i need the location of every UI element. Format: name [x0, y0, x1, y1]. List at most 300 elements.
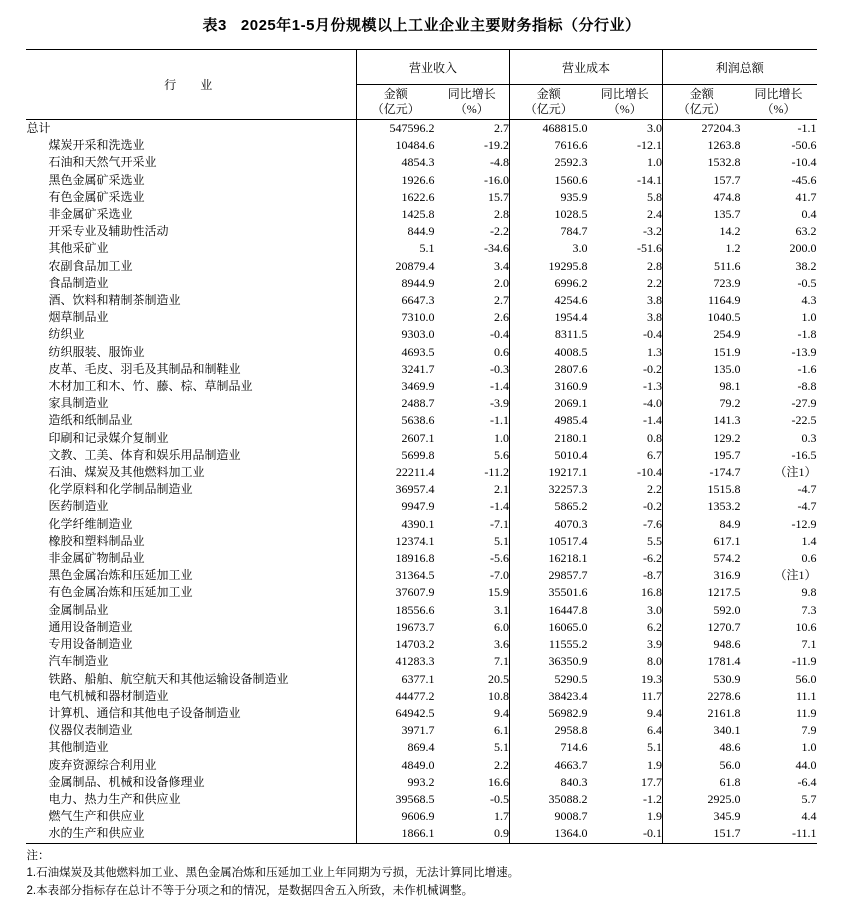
table-row: [26, 653, 816, 670]
row-cost-amount: 784.7: [560, 224, 588, 239]
row-cost-amount: 5010.4: [554, 447, 588, 462]
table-row: [26, 189, 816, 206]
row-cost-growth: 6.4: [587, 722, 662, 739]
row-cost-growth: 9.4: [587, 705, 662, 722]
row-cost-amount: 935.9: [560, 189, 588, 204]
note-line-2: 2.本表部分指标存在总计不等于分项之和的情况，是数据四舍五入所致，未作机械调整。: [26, 885, 474, 898]
row-cost-growth: 1.9: [587, 757, 662, 774]
subheader-amount-line1: 金额: [383, 87, 408, 101]
row-cost-amount: 2180.1: [554, 430, 588, 445]
row-profit-growth: -1.6: [797, 361, 817, 376]
row-cost-growth: 5.8: [587, 189, 662, 206]
row-cost-growth: -12.1: [587, 137, 662, 154]
row-revenue-growth: 16.6: [434, 774, 509, 791]
row-profit-growth: -1.1: [797, 121, 817, 135]
row-cost-growth: -8.7: [587, 567, 662, 584]
row-industry-name: 农副食品加工业: [48, 258, 133, 273]
row-cost-amount: 4254.6: [554, 293, 588, 308]
row-cost-amount: 4008.5: [554, 344, 588, 359]
row-profit-growth: -13.9: [791, 344, 817, 359]
row-industry-name: 废弃资源综合利用业: [48, 757, 157, 772]
row-profit-amount: 135.7: [713, 207, 741, 222]
row-industry-name: 有色金属矿采选业: [48, 189, 145, 204]
row-industry-name: 造纸和纸制品业: [48, 413, 133, 428]
row-revenue-amount: 20879.4: [356, 258, 434, 275]
row-cost-amount: 468815.0: [542, 121, 588, 135]
column-header-profit-growth: [741, 85, 817, 120]
subheader-amount-line1: 金额: [536, 87, 561, 101]
row-profit-growth: 0.6: [801, 551, 817, 566]
row-revenue-growth: 7.1: [434, 653, 509, 670]
row-profit-amount: 574.2: [713, 551, 741, 566]
column-header-cost-amount: [509, 85, 587, 120]
row-cost-growth: 1.3: [587, 344, 662, 361]
row-profit-amount: 1.2: [725, 241, 741, 256]
table-row: [26, 602, 816, 619]
table-row: [26, 481, 816, 498]
row-profit-amount: 2161.8: [707, 705, 741, 720]
row-revenue-amount: 5.1: [356, 240, 434, 257]
row-profit-amount: 1781.4: [707, 654, 741, 669]
row-revenue-amount: 44477.2: [356, 688, 434, 705]
subheader-amount-line2: （亿元）: [524, 102, 573, 116]
row-cost-amount: 29857.7: [548, 568, 588, 583]
row-revenue-amount: 39568.5: [356, 791, 434, 808]
table-row: [26, 739, 816, 756]
row-profit-growth: -10.4: [791, 155, 817, 170]
column-header-industry: 行 业: [26, 50, 356, 120]
row-industry-name: 纺织业: [48, 327, 85, 342]
row-industry-name: 酒、饮料和精制茶制造业: [48, 293, 181, 308]
row-industry-name: 专用设备制造业: [48, 637, 133, 652]
column-group-profit: 利润总额: [663, 50, 817, 85]
row-cost-amount: 56982.9: [548, 705, 588, 720]
row-cost-amount: 36350.9: [548, 654, 588, 669]
row-cost-amount: 8311.5: [554, 327, 588, 342]
row-cost-growth: 6.2: [587, 619, 662, 636]
row-profit-amount: 2278.6: [707, 688, 741, 703]
row-profit-amount: 1353.2: [707, 499, 741, 514]
table-row: [26, 533, 816, 550]
table-row: [26, 636, 816, 653]
table-row: [26, 447, 816, 464]
row-profit-amount: 316.9: [713, 568, 741, 583]
row-profit-growth: 200.0: [789, 241, 817, 256]
table-number: 表3: [202, 17, 227, 34]
row-revenue-growth: -4.8: [434, 154, 509, 171]
row-profit-amount: 151.7: [663, 825, 741, 843]
column-header-profit-amount: [663, 85, 741, 120]
column-group-revenue: 营业收入: [356, 50, 509, 85]
row-revenue-growth: 3.4: [434, 258, 509, 275]
row-cost-growth: 8.0: [587, 653, 662, 670]
row-profit-amount: 1164.9: [707, 293, 741, 308]
row-revenue-amount: 18556.6: [356, 602, 434, 619]
row-cost-amount: 2807.6: [554, 361, 588, 376]
row-revenue-amount: 10484.6: [356, 137, 434, 154]
row-revenue-amount: 844.9: [356, 223, 434, 240]
row-industry-name: 橡胶和塑料制品业: [48, 533, 145, 548]
row-profit-growth: 63.2: [795, 224, 817, 239]
row-cost-amount: 35088.2: [548, 791, 588, 806]
subheader-amount-line1: 金额: [689, 87, 714, 101]
subheader-growth-line1: 同比增长: [447, 87, 496, 101]
row-revenue-growth: 6.1: [434, 722, 509, 739]
row-cost-growth: -0.2: [587, 498, 662, 515]
row-profit-growth: -4.7: [797, 499, 817, 514]
row-profit-growth: 4.3: [801, 293, 817, 308]
table-row: [26, 550, 816, 567]
table-row: [26, 671, 816, 688]
row-profit-growth: 0.3: [801, 430, 817, 445]
table-row: [26, 120, 816, 138]
table-row: [26, 567, 816, 584]
row-profit-growth: -8.8: [797, 379, 817, 394]
row-profit-growth: 0.4: [801, 207, 817, 222]
table-row: [26, 223, 816, 240]
row-industry-name: 铁路、船舶、航空航天和其他运输设备制造业: [48, 671, 289, 686]
row-cost-amount: 3.0: [572, 241, 588, 256]
row-profit-growth: -1.8: [797, 327, 817, 342]
row-cost-growth: -1.2: [587, 791, 662, 808]
row-cost-amount: 2958.8: [554, 723, 588, 738]
table-row: [26, 722, 816, 739]
row-revenue-growth: 0.9: [434, 825, 509, 843]
row-cost-amount: 5290.5: [554, 671, 588, 686]
row-cost-growth: 2.2: [587, 275, 662, 292]
row-profit-growth: -16.5: [791, 447, 817, 462]
subheader-growth-line2: （%）: [454, 102, 489, 116]
row-revenue-growth: 10.8: [434, 688, 509, 705]
row-profit-amount: 592.0: [713, 602, 741, 617]
table-row: [26, 791, 816, 808]
row-industry-name: 纺织服装、服饰业: [48, 344, 145, 359]
row-cost-amount: 19217.1: [548, 465, 588, 480]
row-cost-growth: -0.1: [587, 825, 662, 843]
table-row: [26, 292, 816, 309]
table-row: [26, 137, 816, 154]
row-cost-growth: 5.5: [587, 533, 662, 550]
row-profit-growth: -4.7: [797, 482, 817, 497]
row-profit-amount: -174.7: [709, 465, 741, 480]
row-industry-name: 非金属矿物制品业: [48, 551, 145, 566]
financial-indicators-table: [26, 49, 816, 844]
row-profit-growth: 7.9: [801, 723, 817, 738]
row-revenue-amount: 41283.3: [356, 653, 434, 670]
table-row: [26, 464, 816, 481]
row-revenue-growth: 0.6: [434, 344, 509, 361]
row-cost-amount: 1560.6: [554, 172, 588, 187]
table-row: [26, 395, 816, 412]
row-profit-amount: 129.2: [713, 430, 741, 445]
row-profit-growth: （注1）: [774, 568, 817, 583]
table-row: [26, 430, 816, 447]
row-industry-name: 煤炭开采和洗选业: [48, 138, 145, 153]
row-cost-amount: 4663.7: [554, 757, 588, 772]
row-profit-amount: 79.2: [719, 396, 741, 411]
page-title: [0, 0, 843, 49]
table-notes: [27, 844, 817, 901]
row-revenue-amount: 869.4: [356, 739, 434, 756]
table-row: [26, 584, 816, 601]
table-row: [26, 326, 816, 343]
table-row: [26, 757, 816, 774]
row-revenue-amount: 4849.0: [356, 757, 434, 774]
row-profit-amount: 723.9: [713, 275, 741, 290]
row-revenue-amount: 993.2: [356, 774, 434, 791]
row-cost-growth: -1.3: [587, 378, 662, 395]
row-revenue-amount: 3469.9: [356, 378, 434, 395]
row-profit-amount: 474.8: [713, 189, 741, 204]
row-cost-amount: 6996.2: [554, 275, 588, 290]
row-revenue-growth: 5.1: [434, 533, 509, 550]
row-revenue-amount: 31364.5: [356, 567, 434, 584]
note-line-1: 1.石油煤炭及其他燃料加工业、黑色金属冶炼和压延加工业上年同期为亏损，无法计算同比增速。: [26, 867, 520, 880]
row-profit-growth: 56.0: [795, 671, 817, 686]
table-row: [26, 275, 816, 292]
row-profit-amount: 1217.5: [707, 585, 741, 600]
row-profit-amount: 1515.8: [707, 482, 741, 497]
row-profit-amount: 27204.3: [701, 121, 741, 135]
row-revenue-growth: 2.7: [434, 120, 509, 138]
row-profit-growth: 1.4: [801, 533, 817, 548]
row-cost-amount: 1364.0: [509, 825, 587, 843]
row-revenue-amount: 7310.0: [356, 309, 434, 326]
row-profit-amount: 48.6: [719, 740, 741, 755]
row-profit-growth: -0.5: [797, 275, 817, 290]
table-row: [26, 344, 816, 361]
row-profit-growth: -6.4: [797, 774, 817, 789]
row-revenue-growth: 2.6: [434, 309, 509, 326]
row-profit-growth: 41.7: [795, 189, 817, 204]
row-cost-amount: 16218.1: [548, 551, 588, 566]
row-revenue-growth: -1.4: [434, 498, 509, 515]
table-row: [26, 808, 816, 825]
row-profit-growth: -12.9: [791, 516, 817, 531]
row-revenue-amount: 64942.5: [356, 705, 434, 722]
row-cost-growth: 1.9: [587, 808, 662, 825]
row-revenue-amount: 1926.6: [356, 172, 434, 189]
row-profit-amount: 84.9: [719, 516, 741, 531]
table-row: [26, 258, 816, 275]
row-profit-amount: 14.2: [719, 224, 741, 239]
column-group-cost: 营业成本: [509, 50, 662, 85]
row-revenue-growth: 2.8: [434, 206, 509, 223]
row-revenue-growth: 1.7: [434, 808, 509, 825]
row-revenue-growth: 9.4: [434, 705, 509, 722]
row-industry-name: 通用设备制造业: [48, 619, 133, 634]
row-profit-amount: 340.1: [713, 723, 741, 738]
column-header-revenue-amount: [356, 85, 434, 120]
row-revenue-amount: 36957.4: [356, 481, 434, 498]
row-revenue-growth: 3.1: [434, 602, 509, 619]
row-profit-growth: -45.6: [791, 172, 817, 187]
table-row: [26, 206, 816, 223]
row-industry-name: 食品制造业: [48, 275, 109, 290]
row-industry-name: 非金属矿采选业: [48, 207, 133, 222]
row-cost-growth: 3.8: [587, 292, 662, 309]
row-cost-amount: 10517.4: [548, 533, 588, 548]
header-group-row: [26, 50, 816, 85]
row-cost-growth: -1.4: [587, 412, 662, 429]
row-revenue-amount: 14703.2: [356, 636, 434, 653]
row-cost-growth: -0.4: [587, 326, 662, 343]
row-cost-amount: 1954.4: [554, 310, 588, 325]
table-row: [26, 378, 816, 395]
row-revenue-growth: -0.5: [434, 791, 509, 808]
subheader-growth-line1: 同比增长: [754, 87, 803, 101]
row-revenue-growth: -1.4: [434, 378, 509, 395]
row-profit-amount: 1263.8: [707, 138, 741, 153]
row-industry-name: 印刷和记录媒介复制业: [48, 430, 169, 445]
row-profit-growth: 1.0: [801, 310, 817, 325]
row-industry-name: 石油、煤炭及其他燃料加工业: [48, 465, 205, 480]
row-profit-growth: 5.7: [801, 791, 817, 806]
row-profit-amount: 56.0: [719, 757, 741, 772]
row-profit-amount: 511.6: [713, 258, 741, 273]
row-cost-growth: -3.2: [587, 223, 662, 240]
row-revenue-growth: -34.6: [434, 240, 509, 257]
row-profit-amount: 61.8: [719, 774, 741, 789]
table-row: [26, 688, 816, 705]
row-cost-amount: 7616.6: [554, 138, 588, 153]
row-industry-name: 汽车制造业: [48, 654, 109, 669]
row-cost-growth: 17.7: [587, 774, 662, 791]
row-revenue-amount: 9606.9: [356, 808, 434, 825]
subheader-amount-line2: （亿元）: [371, 102, 420, 116]
row-profit-growth: 11.9: [795, 705, 817, 720]
row-revenue-amount: 6377.1: [356, 671, 434, 688]
row-cost-growth: -7.6: [587, 516, 662, 533]
row-cost-growth: 0.8: [587, 430, 662, 447]
row-profit-amount: 151.9: [713, 344, 741, 359]
column-header-revenue-growth: [434, 85, 509, 120]
row-profit-growth: -27.9: [791, 396, 817, 411]
row-profit-growth: -11.1: [741, 825, 817, 843]
row-cost-amount: 38423.4: [548, 688, 588, 703]
row-revenue-growth: -1.1: [434, 412, 509, 429]
row-revenue-amount: 4854.3: [356, 154, 434, 171]
table-row: [26, 154, 816, 171]
row-profit-growth: 7.1: [801, 637, 817, 652]
row-industry-name: 金属制品业: [48, 602, 109, 617]
table-row: [26, 516, 816, 533]
row-cost-amount: 11555.2: [548, 637, 588, 652]
row-profit-growth: 4.4: [801, 809, 817, 824]
row-revenue-growth: 3.6: [434, 636, 509, 653]
row-revenue-amount: 12374.1: [356, 533, 434, 550]
row-profit-amount: 2925.0: [707, 791, 741, 806]
row-cost-amount: 9008.7: [554, 809, 588, 824]
row-profit-growth: 10.6: [795, 619, 817, 634]
row-cost-growth: 11.7: [587, 688, 662, 705]
row-cost-growth: 5.1: [587, 739, 662, 756]
row-profit-amount: 157.7: [713, 172, 741, 187]
row-cost-growth: 2.8: [587, 258, 662, 275]
subheader-amount-line2: （亿元）: [677, 102, 726, 116]
subheader-growth-line2: （%）: [761, 102, 796, 116]
row-industry-name: 皮革、毛皮、羽毛及其制品和制鞋业: [48, 361, 241, 376]
row-revenue-amount: 18916.8: [356, 550, 434, 567]
row-revenue-growth: 6.0: [434, 619, 509, 636]
table-row: [26, 361, 816, 378]
row-cost-growth: -51.6: [587, 240, 662, 257]
table-row: [26, 309, 816, 326]
row-revenue-growth: 20.5: [434, 671, 509, 688]
subheader-growth-line2: （%）: [607, 102, 642, 116]
row-cost-growth: -10.4: [587, 464, 662, 481]
row-revenue-amount: 37607.9: [356, 584, 434, 601]
row-cost-amount: 16065.0: [548, 619, 588, 634]
row-industry-name: 总计: [26, 121, 51, 135]
row-profit-amount: 195.7: [713, 447, 741, 462]
row-revenue-growth: -0.4: [434, 326, 509, 343]
row-revenue-growth: 15.7: [434, 189, 509, 206]
row-industry-name: 黑色金属冶炼和压延加工业: [48, 568, 193, 583]
row-revenue-growth: 5.1: [434, 739, 509, 756]
row-revenue-amount: 19673.7: [356, 619, 434, 636]
row-revenue-amount: 3241.7: [356, 361, 434, 378]
row-revenue-amount: 2607.1: [356, 430, 434, 447]
row-cost-growth: 3.0: [587, 120, 662, 138]
row-cost-amount: 35501.6: [548, 585, 588, 600]
table-row: [26, 172, 816, 189]
row-profit-growth: -22.5: [791, 413, 817, 428]
subheader-growth-line1: 同比增长: [600, 87, 649, 101]
row-industry-name: 木材加工和木、竹、藤、棕、草制品业: [48, 379, 253, 394]
row-revenue-growth: -7.1: [434, 516, 509, 533]
row-industry-name: 石油和天然气开采业: [48, 155, 157, 170]
row-revenue-amount: 1425.8: [356, 206, 434, 223]
row-revenue-amount: 1866.1: [356, 825, 434, 843]
table-body: [26, 120, 816, 844]
table-row: [26, 774, 816, 791]
row-revenue-growth: 2.7: [434, 292, 509, 309]
row-cost-amount: 840.3: [560, 774, 588, 789]
column-header-cost-growth: [587, 85, 662, 120]
row-cost-growth: 2.4: [587, 206, 662, 223]
row-cost-growth: 3.8: [587, 309, 662, 326]
row-industry-name: 其他制造业: [48, 740, 109, 755]
row-revenue-amount: 8944.9: [356, 275, 434, 292]
row-cost-growth: 2.2: [587, 481, 662, 498]
row-profit-amount: 1270.7: [707, 619, 741, 634]
row-revenue-amount: 4693.5: [356, 344, 434, 361]
table-row: [26, 240, 816, 257]
row-profit-amount: 1040.5: [707, 310, 741, 325]
row-revenue-growth: 1.0: [434, 430, 509, 447]
row-revenue-growth: -0.3: [434, 361, 509, 378]
row-industry-name: 化学原料和化学制品制造业: [48, 482, 193, 497]
row-cost-growth: -6.2: [587, 550, 662, 567]
row-cost-growth: 1.0: [587, 154, 662, 171]
row-revenue-amount: 547596.2: [356, 120, 434, 138]
row-profit-growth: -11.9: [791, 654, 817, 669]
row-profit-amount: 254.9: [713, 327, 741, 342]
row-industry-name: 医药制造业: [48, 499, 109, 514]
row-profit-growth: 38.2: [795, 258, 817, 273]
row-revenue-growth: 5.6: [434, 447, 509, 464]
row-industry-name: 电力、热力生产和供应业: [48, 791, 181, 806]
row-revenue-growth: -3.9: [434, 395, 509, 412]
row-cost-growth: -14.1: [587, 172, 662, 189]
row-profit-growth: （注1）: [774, 465, 817, 480]
row-revenue-amount: 4390.1: [356, 516, 434, 533]
row-profit-growth: 1.0: [801, 740, 817, 755]
row-cost-growth: 16.8: [587, 584, 662, 601]
row-cost-amount: 2069.1: [554, 396, 588, 411]
row-cost-amount: 32257.3: [548, 482, 588, 497]
